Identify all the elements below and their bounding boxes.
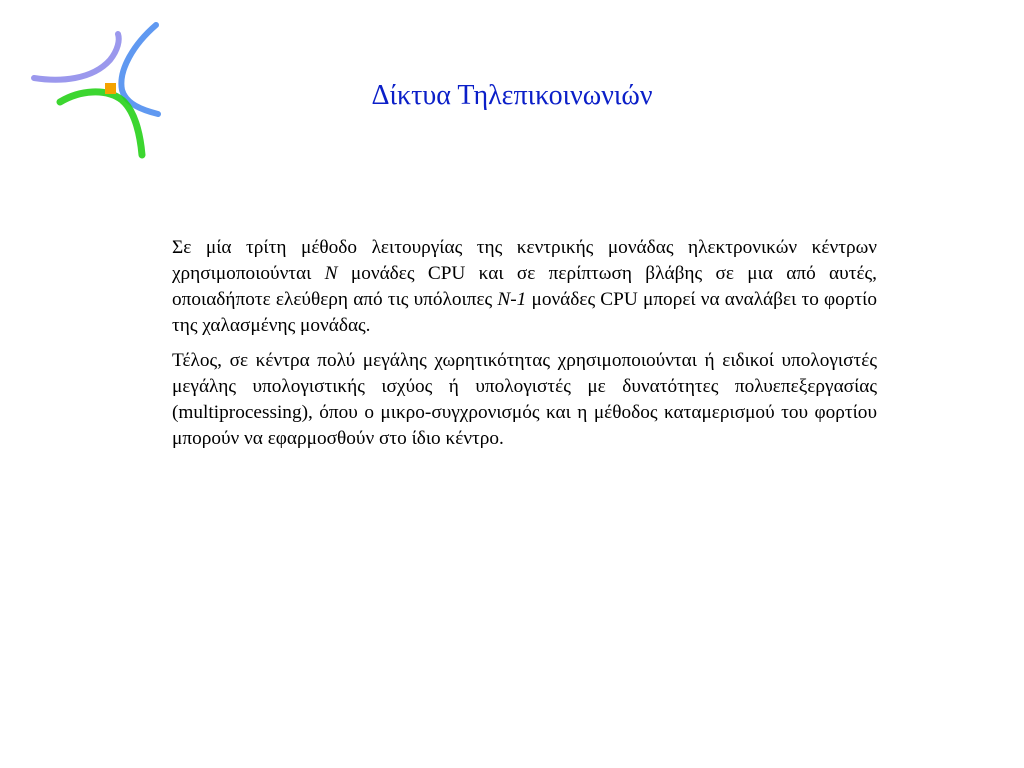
paragraph-1 [172,235,877,339]
slide-body [172,235,877,461]
paragraph-2: Τέλος, σε κέντρα πολύ μεγάλης χωρητικότητας χρησιμοποιούνται ή ειδικοί υπολογιστές μεγάλης υπολογιστικής ισχύος ή υπολογιστές με δυνατότητες πολυεπεξεργασίας (multiprocessing), όπου ο μικρο-συγχρονισμός και η μέθοδος καταμερισμού του φορτίου μπορούν να εφαρμοσθούν στο ίδιο κέντρο. [172,350,877,449]
logo-violet-arc [34,34,119,80]
variable-n-minus-1: N-1 [497,289,527,310]
paragraph-1-part-1: Σε μία τρίτη μέθοδο λειτουργίας της κεντρικής μονάδας ηλεκτρονικών κέντρων χρησιμοποιούνται [172,237,877,284]
paragraph-1-part-3: μονάδες CPU μπορεί να αναλάβει το φορτίο της χαλασμένης μονάδας. [172,289,877,336]
slide-title: Δίκτυα Τηλεπικοινωνιών [371,80,653,111]
paragraph-1-part-2: μονάδες CPU και σε περίπτωση βλάβης σε μια από αυτές, οποιαδήποτε ελεύθερη από τις υπόλοιπες [172,263,877,310]
variable-n: N [324,263,338,284]
